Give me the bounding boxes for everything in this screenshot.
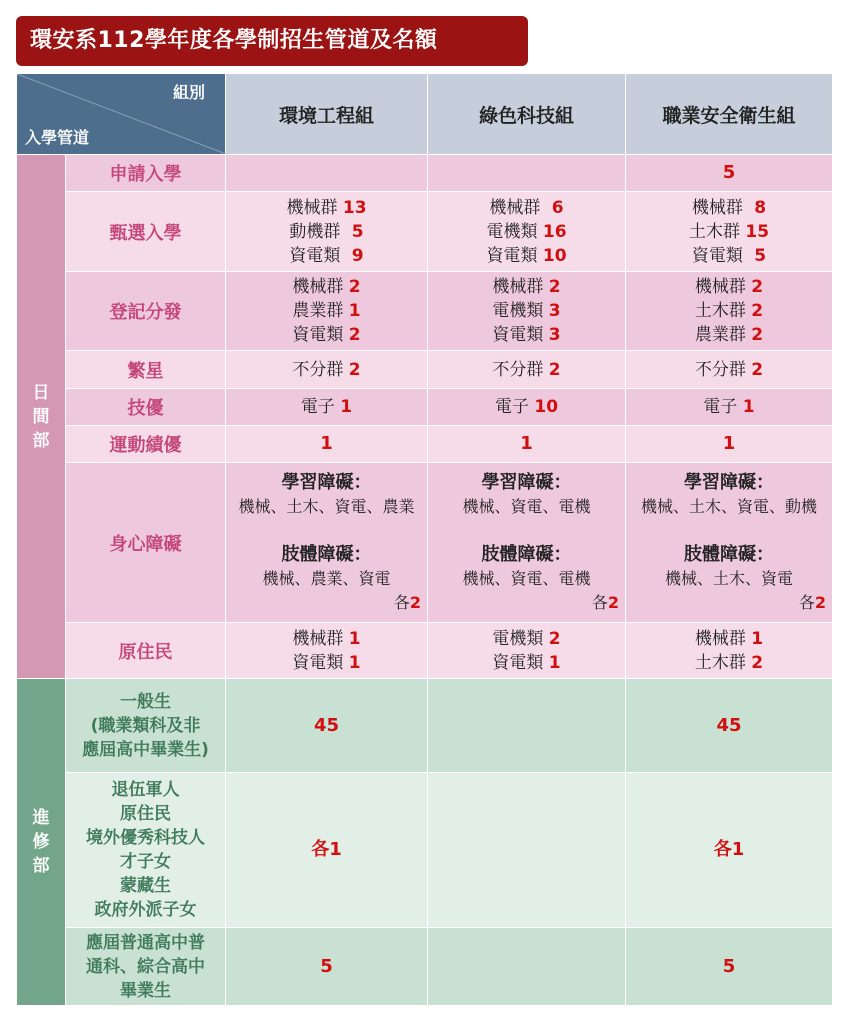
cell-skill-env: 電子 1 bbox=[226, 389, 428, 426]
cell-apply-safety: 5 bbox=[626, 155, 833, 192]
cell-select-env: 機械群 13 動機群 5 資電類 9 bbox=[226, 192, 428, 272]
header-corner bbox=[17, 74, 226, 155]
row-label-indigenous: 原住民 bbox=[66, 623, 226, 679]
cell-general-green bbox=[428, 679, 626, 773]
table-row bbox=[17, 463, 833, 623]
row-label-disability: 身心障礙 bbox=[66, 463, 226, 623]
column-header-env: 環境工程組 bbox=[226, 74, 428, 155]
cell-skill-safety: 電子 1 bbox=[626, 389, 833, 426]
table-row bbox=[17, 389, 833, 426]
table-row bbox=[17, 773, 833, 928]
table-row bbox=[17, 272, 833, 351]
cell-indigenous-green: 電機類 2 資電類 1 bbox=[428, 623, 626, 679]
cell-general-env: 45 bbox=[226, 679, 428, 773]
row-label-general: 一般生 (職業類科及非 應屆高中畢業生) bbox=[66, 679, 226, 773]
cell-highschool-safety: 5 bbox=[626, 928, 833, 1006]
cell-star-safety: 不分群 2 bbox=[626, 351, 833, 389]
cell-special-safety: 各1 bbox=[626, 773, 833, 928]
cell-register-safety: 機械群 2 土木群 2 農業群 2 bbox=[626, 272, 833, 351]
cell-apply-green bbox=[428, 155, 626, 192]
section-evening: 進修部 bbox=[17, 679, 66, 1006]
cell-disability-safety: 學習障礙： 機械、土木、資電、動機 肢體障礙： 機械、土木、資電 各2 bbox=[626, 463, 833, 623]
row-label-select: 甄選入學 bbox=[66, 192, 226, 272]
table-row bbox=[17, 155, 833, 192]
cell-general-safety: 45 bbox=[626, 679, 833, 773]
row-label-highschool: 應屆普通高中普 通科、綜合高中 畢業生 bbox=[66, 928, 226, 1006]
row-label-apply: 申請入學 bbox=[66, 155, 226, 192]
cell-disability-green: 學習障礙： 機械、資電、電機 肢體障礙： 機械、資電、電機 各2 bbox=[428, 463, 626, 623]
cell-special-green bbox=[428, 773, 626, 928]
table-row bbox=[17, 928, 833, 1006]
row-label-sport: 運動績優 bbox=[66, 426, 226, 463]
table-row bbox=[17, 351, 833, 389]
row-label-register: 登記分發 bbox=[66, 272, 226, 351]
table-row bbox=[17, 192, 833, 272]
cell-star-env: 不分群 2 bbox=[226, 351, 428, 389]
cell-special-env: 各1 bbox=[226, 773, 428, 928]
header-row bbox=[17, 74, 833, 155]
cell-highschool-env: 5 bbox=[226, 928, 428, 1006]
column-header-green: 綠色科技組 bbox=[428, 74, 626, 155]
cell-apply-env bbox=[226, 155, 428, 192]
corner-label-channel: 入學管道 bbox=[25, 128, 90, 147]
cell-highschool-green bbox=[428, 928, 626, 1006]
cell-register-green: 機械群 2 電機類 3 資電類 3 bbox=[428, 272, 626, 351]
cell-indigenous-env: 機械群 1 資電類 1 bbox=[226, 623, 428, 679]
cell-select-safety: 機械群 8 土木群 15 資電類 5 bbox=[626, 192, 833, 272]
cell-indigenous-safety: 機械群 1 土木群 2 bbox=[626, 623, 833, 679]
cell-sport-green: 1 bbox=[428, 426, 626, 463]
page-title: 環安系112學年度各學制招生管道及名額 bbox=[16, 16, 528, 66]
cell-select-green: 機械群 6 電機類 16 資電類 10 bbox=[428, 192, 626, 272]
table-row bbox=[17, 623, 833, 679]
cell-sport-env: 1 bbox=[226, 426, 428, 463]
cell-disability-env: 學習障礙： 機械、土木、資電、農業 肢體障礙： 機械、農業、資電 各2 bbox=[226, 463, 428, 623]
table-row bbox=[17, 679, 833, 773]
cell-skill-green: 電子 10 bbox=[428, 389, 626, 426]
cell-sport-safety: 1 bbox=[626, 426, 833, 463]
admission-table bbox=[16, 73, 833, 1006]
cell-register-env: 機械群 2 農業群 1 資電類 2 bbox=[226, 272, 428, 351]
row-label-skill: 技優 bbox=[66, 389, 226, 426]
row-label-star: 繁星 bbox=[66, 351, 226, 389]
corner-label-group: 組別 bbox=[172, 83, 205, 102]
table-row bbox=[17, 426, 833, 463]
section-day: 日間部 bbox=[17, 155, 66, 679]
cell-star-green: 不分群 2 bbox=[428, 351, 626, 389]
column-header-safety: 職業安全衛生組 bbox=[626, 74, 833, 155]
row-label-special: 退伍軍人 原住民 境外優秀科技人 才子女 蒙藏生 政府外派子女 bbox=[66, 773, 226, 928]
